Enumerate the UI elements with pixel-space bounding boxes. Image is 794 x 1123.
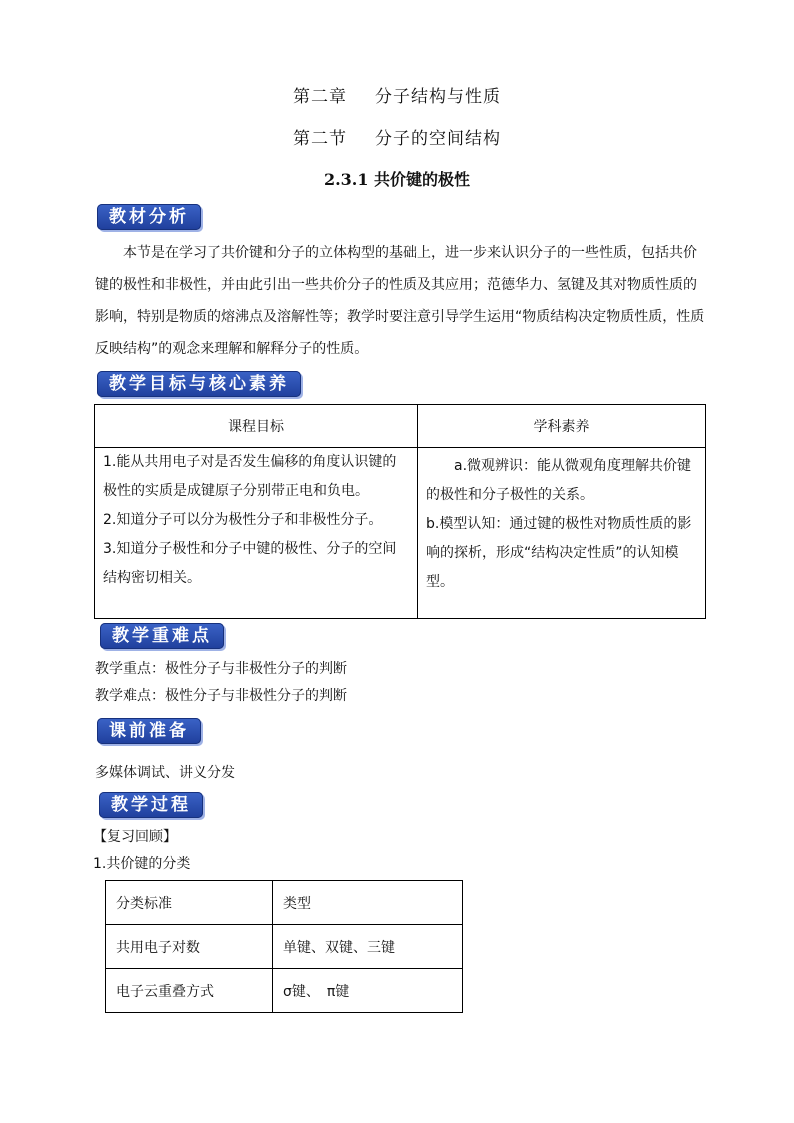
table-cell: 电子云重叠方式 bbox=[106, 969, 273, 1013]
chapter-title: 分子结构与性质 bbox=[375, 87, 501, 107]
review-item-1: 1.共价键的分类 bbox=[93, 856, 191, 872]
col-header-course-goals: 课程目标 bbox=[95, 405, 418, 448]
table-row bbox=[106, 969, 463, 1013]
textbook-analysis-badge: 教材分析 bbox=[97, 204, 201, 230]
section-title: 分子的空间结构 bbox=[375, 129, 501, 149]
textbook-analysis-paragraph: 本节是在学习了共价键和分子的立体构型的基础上，进一步来认识分子的一些性质，包括共价键的极性和非极性，并由此引出一些共价分子的性质及其应用；范德华力、氢键及其对物质性质的影响，特别是物质的熔沸点及溶解性等；教学时要注意引导学生运用“物质结构决定物质性质，性质反映结构”的观念来理解和解释分子的性质。 bbox=[95, 245, 705, 357]
table-row bbox=[106, 881, 463, 925]
table-cell: 分类标准 bbox=[106, 881, 273, 925]
review-heading: 【复习回顾】 bbox=[93, 829, 177, 845]
process-badge: 教学过程 bbox=[99, 792, 203, 818]
competencies-cell bbox=[418, 448, 706, 619]
bond-classification-table bbox=[105, 880, 463, 1013]
col-header-competencies: 学科素养 bbox=[418, 405, 706, 448]
teaching-focus: 教学重点：极性分子与非极性分子的判断 bbox=[95, 661, 347, 677]
chapter-heading bbox=[0, 82, 794, 107]
objectives-badge: 教学目标与核心素养 bbox=[97, 371, 301, 397]
table-cell: σ键、 π键 bbox=[273, 969, 463, 1013]
teaching-difficulty: 教学难点：极性分子与非极性分子的判断 bbox=[95, 688, 347, 704]
course-goal-item: 1.能从共用电子对是否发生偏移的角度认识键的极性的实质是成键原子分别带正电和负电。 bbox=[103, 454, 397, 499]
lesson-title: 2.3.1 共价键的极性 bbox=[323, 170, 471, 189]
preparation-badge: 课前准备 bbox=[97, 718, 201, 744]
table-cell: 类型 bbox=[273, 881, 463, 925]
course-goals-cell bbox=[95, 448, 418, 619]
table-row bbox=[106, 925, 463, 969]
chapter-label: 第二章 bbox=[293, 87, 347, 107]
competency-item: b.模型认知：通过键的极性对物质性质的影响的探析，形成“结构决定性质”的认知模型。 bbox=[426, 516, 692, 590]
course-goal-item: 2.知道分子可以分为极性分子和非极性分子。 bbox=[103, 512, 383, 528]
objectives-table bbox=[94, 404, 706, 619]
competency-item: a.微观辨识：能从微观角度理解共价键的极性和分子极性的关系。 bbox=[426, 458, 692, 503]
table-cell: 共用电子对数 bbox=[106, 925, 273, 969]
table-cell: 单键、双键、三键 bbox=[273, 925, 463, 969]
key-points-badge: 教学重难点 bbox=[100, 623, 224, 649]
section-label: 第二节 bbox=[293, 129, 347, 149]
section-heading bbox=[0, 124, 794, 149]
preparation-text: 多媒体调试、讲义分发 bbox=[95, 765, 235, 781]
course-goal-item: 3.知道分子极性和分子中键的极性、分子的空间结构密切相关。 bbox=[103, 541, 397, 586]
